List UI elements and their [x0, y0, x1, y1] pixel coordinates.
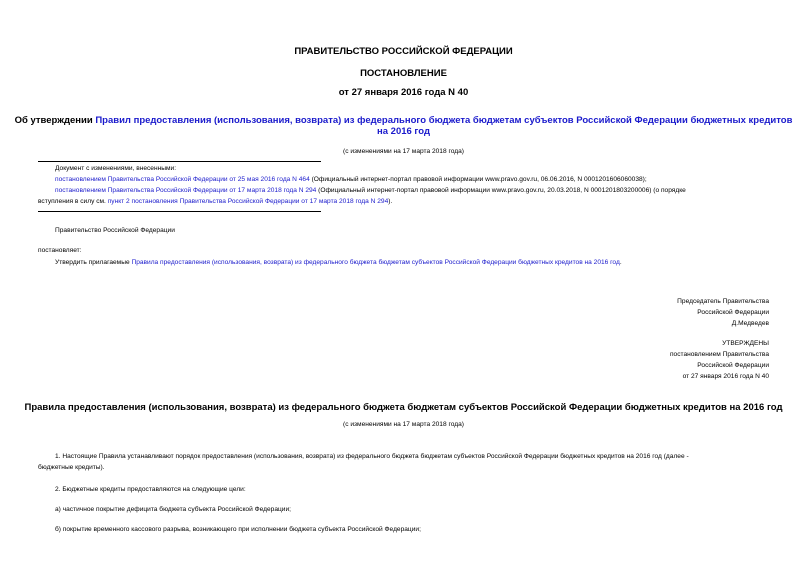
- government-heading: ПРАВИТЕЛЬСТВО РОССИЙСКОЙ ФЕДЕРАЦИИ: [294, 46, 513, 57]
- rules-p1-line1: 1. Настоящие Правила устанавливают порядок предоставления (использования, возврата) из федерального бюджета бюджетам субъектов Российской Федерации бюджетных кредитов на 2016 год (далее -: [55, 453, 689, 460]
- rules-item-a: а) частичное покрытие дефицита бюджета субъекта Российской Федерации;: [55, 506, 291, 513]
- rules-title: Правила предоставления (использования, возврата) из федерального бюджета бюджетам субъектов Российской Федерации бюджетных кредитов на 2016 год: [24, 402, 783, 413]
- amendment-item-1: [55, 174, 647, 185]
- signature-name: Д.Медведев: [731, 320, 769, 327]
- approve-suffix: .: [619, 259, 622, 266]
- approved-block: [670, 338, 769, 382]
- signature-title: Председатель Правительства: [677, 298, 769, 305]
- title-prefix: Об утверждении: [14, 115, 96, 126]
- rules-p1-line2: бюджетные кредиты).: [38, 464, 105, 471]
- amendment-2-cont-prefix: вступления в силу см.: [38, 198, 108, 205]
- changes-note: (с изменениями на 17 марта 2018 года): [343, 148, 464, 155]
- amendment-1-link[interactable]: постановлением Правительства Российской Федерации от 25 мая 2016 года N 464: [55, 176, 310, 183]
- document-title: [0, 115, 807, 137]
- amendment-2-text: (Официальный интернет-портал правовой информации www.pravo.gov.ru, 20.03.2018, N 0001201803200006) (о порядке: [316, 187, 686, 194]
- amendments-intro: Документ с изменениями, внесенными:: [55, 165, 177, 172]
- approved-date: от 27 января 2016 года N 40: [682, 373, 769, 380]
- approve-rules-link[interactable]: Правила предоставления (использования, возврата) из федерального бюджета бюджетам субъектов Российской Федерации бюджетных кредитов на 2016 год: [131, 259, 620, 266]
- signature-country: Российской Федерации: [697, 309, 769, 316]
- rules-changes-note: (с изменениями на 17 марта 2018 года): [343, 421, 464, 428]
- decides-line: постановляет:: [38, 247, 82, 254]
- signature-block: [677, 296, 769, 329]
- title-rules-link[interactable]: Правил предоставления (использования, возврата) из федерального бюджета бюджетам субъектов Российской Федерации бюджетных кредитов: [95, 115, 793, 126]
- document-date: от 27 января 2016 года N 40: [338, 87, 469, 98]
- amendment-item-2-cont: [38, 196, 392, 207]
- rules-item-b: б) покрытие временного кассового разрыва, возникающего при исполнении бюджета субъекта Российской Федерации;: [55, 526, 421, 533]
- document-type: ПОСТАНОВЛЕНИЕ: [360, 68, 447, 79]
- amendment-1-text: (Официальный интернет-портал правовой информации www.pravo.gov.ru, 06.06.2016, N 0001201606060038);: [309, 176, 647, 183]
- rules-paragraph-2: 2. Бюджетные кредиты предоставляются на следующие цели:: [55, 486, 246, 493]
- approve-prefix: Утвердить прилагаемые: [55, 259, 132, 266]
- divider-top: [38, 161, 321, 162]
- rules-paragraph-1: [38, 451, 769, 473]
- amendment-2-cont-suffix: ).: [388, 198, 393, 205]
- amendment-item-2: [55, 185, 686, 196]
- divider-bottom: [38, 211, 321, 212]
- amendment-2-link[interactable]: постановлением Правительства Российской Федерации от 17 марта 2018 года N 294: [55, 187, 317, 194]
- approved-country: Российской Федерации: [697, 362, 769, 369]
- approve-line: [55, 257, 622, 268]
- amendment-2-cont-link[interactable]: пункт 2 постановления Правительства Российской Федерации от 17 марта 2018 года N 294: [107, 198, 389, 205]
- approved-by: постановлением Правительства: [669, 351, 769, 358]
- approved-label: УТВЕРЖДЕНЫ: [722, 340, 769, 347]
- title-rules-link-cont[interactable]: на 2016 год: [377, 126, 430, 137]
- government-line: Правительство Российской Федерации: [55, 227, 175, 234]
